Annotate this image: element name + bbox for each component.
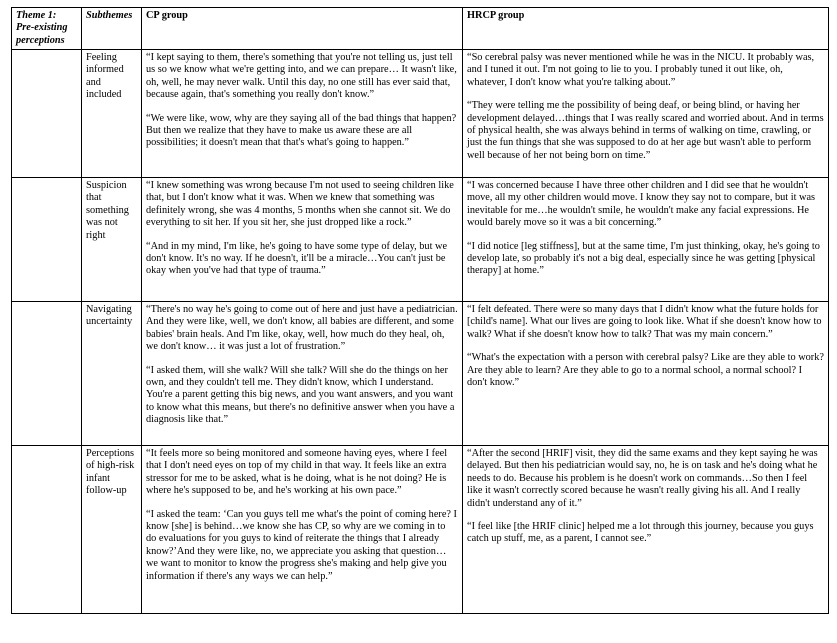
quote: “I did notice [leg stiffness], but at the same time, I'm just thinking, okay, he's going to develop late, so probably it's not a big deal, especially since he was getting [physical therapy] at home.” xyxy=(467,240,820,277)
hrcp-quotes-cell xyxy=(463,50,829,178)
quote: “I knew something was wrong because I'm not used to seeing children like that, but I don't know what it was. When we knew that something was definitely wrong, she was 4 months, 5 months when she cannot sit. We do everything to sit her. If you sit her, she just dropped like a rock.” xyxy=(146,180,454,229)
quote: “And in my mind, I'm like, he's going to have some type of delay, but we don't know. It's no way. If he doesn't, it'll be a miracle…You can't just be okay when you've had that type of trauma.” xyxy=(146,240,448,277)
quote: “It feels more so being monitored and someone having eyes, where I feel that I don't need eyes on top of my child in that way. It feels like an extra stressor for me to be asked, what is he doing, what is he not doing? He is where he's supposed to be, and he's working at his own pace.” xyxy=(146,448,448,497)
quote: “We were like, wow, why are they saying all of the bad things that happen? But then we realize that they have to make us aware these are all possibilities; it doesn't mean that that's what's going to happen.” xyxy=(146,112,457,149)
hrcp-quotes-cell xyxy=(463,178,829,302)
theme-cell xyxy=(12,50,82,178)
table-row xyxy=(12,446,829,614)
theme-cell xyxy=(12,302,82,446)
hrcp-group-header: HRCP group xyxy=(463,8,829,50)
quote: “I asked them, will she walk? Will she talk? Will she do the things on her own, and they couldn't tell me. They didn't know, which I understand. You're a parent getting this big news, and you want answers, and you want to know what this means, but there's no definitive answer when you have a diagnosis like that.” xyxy=(146,364,455,426)
theme-cell xyxy=(12,178,82,302)
quote: “After the second [HRIF] visit, they did the same exams and they kept saying he was delayed. But then his pediatrician would say, no, he is on task and he's doing what he needs to do. Because his problem is he doesn't work on commands…So then I feel like it wasn't correctly scored because he wasn't really giving his all. And I really didn't understand any of it.” xyxy=(467,448,818,509)
quote: “What's the expectation with a person with cerebral palsy? Like are they able to work? Are they able to learn? Are they able to go to a normal school, a normal school? I don't know.” xyxy=(467,352,824,389)
cp-quotes-cell xyxy=(142,50,463,178)
subtheme-cell: Perceptions of high-risk infant follow-up xyxy=(82,446,142,614)
quote: “There's no way he's going to come out of here and just have a pediatrician. And they were like, well, we don't know, all babies are different, and some babies' brain heals. And I'm like, okay, well, how much do they heal, oh, we don't know… it was just a lot of frustration.” xyxy=(146,304,458,353)
cp-group-header: CP group xyxy=(142,8,463,50)
theme-cell xyxy=(12,446,82,614)
table-row xyxy=(12,50,829,178)
subthemes-header: Subthemes xyxy=(82,8,142,50)
quote: “I was concerned because I have three other children and I did see that he wouldn't move, all my other children would move. I know they say not to compare, but it was inevitable for me…he wouldn't smile, he wouldn't make any facial expressions. He would barely move so it was a bit concerning.” xyxy=(467,180,816,229)
quote: “I kept saying to them, there's something that you're not telling us, just tell us so we know what we're getting into, and we can prepare… It wasn't like, oh, well, he may never walk. Until this day, no one still has ever said that, because again, that's something you really don't know.” xyxy=(146,52,457,101)
themes-table xyxy=(11,7,829,614)
hrcp-quotes-cell xyxy=(463,446,829,614)
header-row xyxy=(12,8,829,50)
cp-quotes-cell xyxy=(142,178,463,302)
quote: “I felt defeated. There were so many days that I didn't know what the future holds for [child's name]. What our lives are going to look like. What if she doesn't know how to walk? What if she doesn't know how to talk? That was my main concern.” xyxy=(467,304,822,340)
subtheme-cell: Suspicion that something was not right xyxy=(82,178,142,302)
quote: “I asked the team: ‘Can you guys tell me what's the point of coming here? I know [she] is behind…we know she has CP, so why are we coming in to do evaluations for you guys to kind of reiterate the things that I already know?’And they were like, no, we appreciate you asking that question…we want to monitor to know the progress she's making and help give you information if there's any ways we can help.” xyxy=(146,508,457,582)
quote: “I feel like [the HRIF clinic] helped me a lot through this journey, because you guys catch up stuff, me, as a parent, I cannot see.” xyxy=(467,521,814,545)
theme-header: Theme 1: Pre-existing perceptions xyxy=(12,8,82,50)
quote: “So cerebral palsy was never mentioned while he was in the NICU. It probably was, and I tuned it out. I'm not going to lie to you. I probably tuned it out like, oh, whatever, I don't know what you're talking about.” xyxy=(467,52,815,88)
hrcp-quotes-cell xyxy=(463,302,829,446)
subtheme-cell: Feeling informed and included xyxy=(82,50,142,178)
cp-quotes-cell xyxy=(142,446,463,614)
table-row xyxy=(12,302,829,446)
table-row xyxy=(12,178,829,302)
cp-quotes-cell xyxy=(142,302,463,446)
subtheme-cell: Navigating uncertainty xyxy=(82,302,142,446)
quote: “They were telling me the possibility of being deaf, or being blind, or having her development delayed…things that I was really scared and worried about. And in terms of physical health, she was always behind in terms of walking on time, crawling, or just the fun things that she was supposed to do at her age but wasn't able to perform well because of her not being born on time.” xyxy=(467,100,824,161)
